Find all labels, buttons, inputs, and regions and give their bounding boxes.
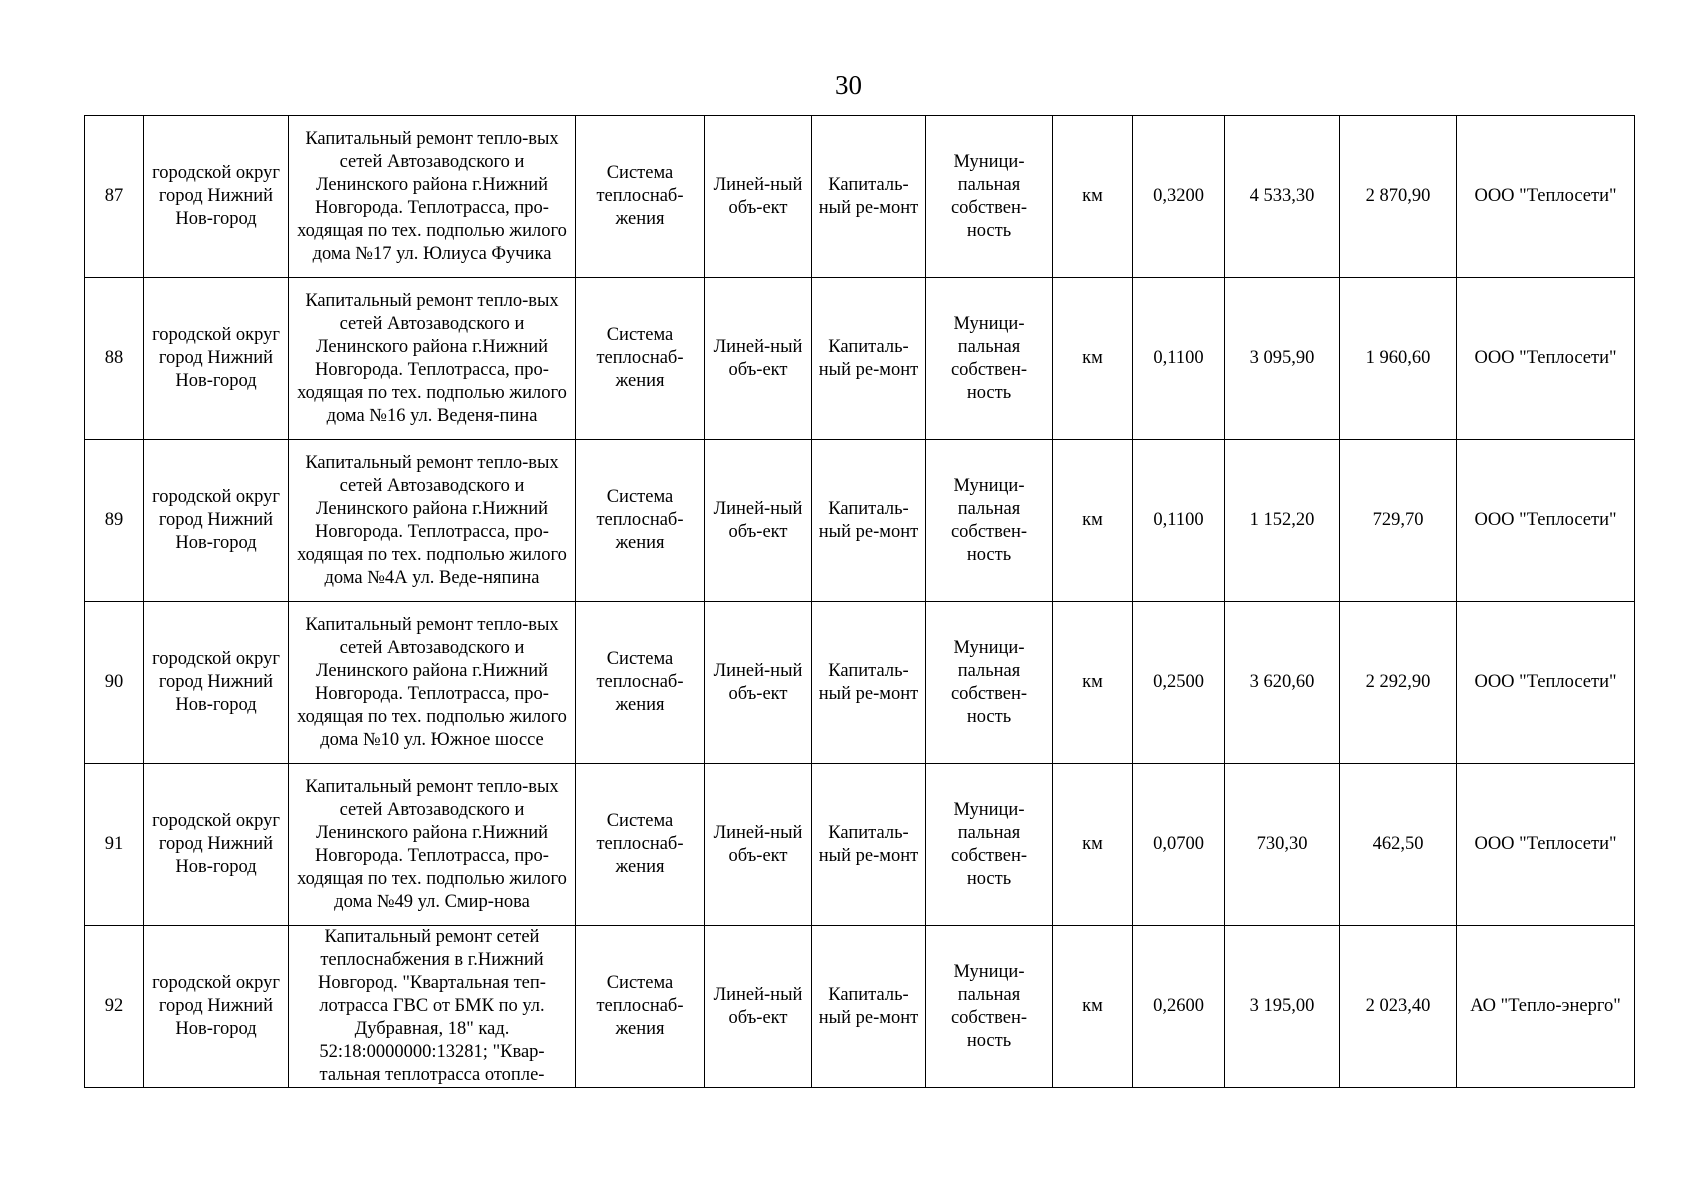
work-type-cell: Капиталь-ный ре-монт — [812, 764, 926, 926]
object-type-cell: Линей-ный объ-ект — [705, 926, 812, 1088]
cost-part-cell: 2 292,90 — [1340, 602, 1457, 764]
table-row — [85, 602, 1635, 764]
cost-total-cell: 730,30 — [1225, 764, 1340, 926]
cost-total-cell: 3 195,00 — [1225, 926, 1340, 1088]
length-cell: 0,3200 — [1133, 116, 1225, 278]
organization-cell: АО "Тепло-энерго" — [1457, 926, 1635, 1088]
object-type-cell: Линей-ный объ-ект — [705, 602, 812, 764]
territory-cell: городской округ город Нижний Нов-город — [144, 764, 289, 926]
page-number: 30 — [835, 70, 862, 100]
system-cell: Система теплоснаб-жения — [576, 602, 705, 764]
ownership-cell: Муници-пальная собствен-ность — [926, 116, 1053, 278]
system-cell: Система теплоснаб-жения — [576, 764, 705, 926]
length-cell: 0,2600 — [1133, 926, 1225, 1088]
organization-cell: ООО "Теплосети" — [1457, 116, 1635, 278]
unit-cell: км — [1053, 278, 1133, 440]
territory-cell: городской округ город Нижний Нов-город — [144, 116, 289, 278]
cost-part-cell: 729,70 — [1340, 440, 1457, 602]
table-row — [85, 440, 1635, 602]
system-cell: Система теплоснаб-жения — [576, 278, 705, 440]
cost-total-cell: 4 533,30 — [1225, 116, 1340, 278]
organization-cell: ООО "Теплосети" — [1457, 602, 1635, 764]
row-number-cell: 88 — [85, 278, 144, 440]
territory-cell: городской округ город Нижний Нов-город — [144, 926, 289, 1088]
ownership-cell: Муници-пальная собствен-ность — [926, 278, 1053, 440]
object-type-cell: Линей-ный объ-ект — [705, 278, 812, 440]
description-cell: Капитальный ремонт тепло-вых сетей Автозаводского и Ленинского района г.Нижний Новгорода. Теплотрасса, про-ходящая по тех. подполью жилого дома №17 ул. Юлиуса Фучика — [289, 116, 576, 278]
unit-cell: км — [1053, 116, 1133, 278]
unit-cell: км — [1053, 926, 1133, 1088]
unit-cell: км — [1053, 440, 1133, 602]
length-cell: 0,0700 — [1133, 764, 1225, 926]
length-cell: 0,1100 — [1133, 440, 1225, 602]
description-cell: Капитальный ремонт тепло-вых сетей Автозаводского и Ленинского района г.Нижний Новгорода. Теплотрасса, про-ходящая по тех. подполью жилого дома №4А ул. Веде-няпина — [289, 440, 576, 602]
row-number-cell: 89 — [85, 440, 144, 602]
object-type-cell: Линей-ный объ-ект — [705, 440, 812, 602]
table-row — [85, 926, 1635, 1088]
organization-cell: ООО "Теплосети" — [1457, 440, 1635, 602]
system-cell: Система теплоснаб-жения — [576, 440, 705, 602]
territory-cell: городской округ город Нижний Нов-город — [144, 278, 289, 440]
work-type-cell: Капиталь-ный ре-монт — [812, 440, 926, 602]
territory-cell: городской округ город Нижний Нов-город — [144, 602, 289, 764]
description-cell: Капитальный ремонт тепло-вых сетей Автозаводского и Ленинского района г.Нижний Новгорода. Теплотрасса, про-ходящая по тех. подполью жилого дома №16 ул. Веденя-пина — [289, 278, 576, 440]
territory-cell: городской округ город Нижний Нов-город — [144, 440, 289, 602]
ownership-cell: Муници-пальная собствен-ность — [926, 764, 1053, 926]
length-cell: 0,1100 — [1133, 278, 1225, 440]
ownership-cell: Муници-пальная собствен-ность — [926, 926, 1053, 1088]
work-type-cell: Капиталь-ный ре-монт — [812, 278, 926, 440]
table-row — [85, 764, 1635, 926]
organization-cell: ООО "Теплосети" — [1457, 278, 1635, 440]
cost-part-cell: 2 870,90 — [1340, 116, 1457, 278]
cost-part-cell: 1 960,60 — [1340, 278, 1457, 440]
cost-part-cell: 462,50 — [1340, 764, 1457, 926]
description-cell: Капитальный ремонт тепло-вых сетей Автозаводского и Ленинского района г.Нижний Новгорода. Теплотрасса, про-ходящая по тех. подполью жилого дома №10 ул. Южное шоссе — [289, 602, 576, 764]
work-type-cell: Капиталь-ный ре-монт — [812, 602, 926, 764]
row-number-cell: 90 — [85, 602, 144, 764]
system-cell: Система теплоснаб-жения — [576, 926, 705, 1088]
cost-total-cell: 1 152,20 — [1225, 440, 1340, 602]
ownership-cell: Муници-пальная собствен-ность — [926, 602, 1053, 764]
cost-total-cell: 3 620,60 — [1225, 602, 1340, 764]
work-type-cell: Капиталь-ный ре-монт — [812, 926, 926, 1088]
row-number-cell: 92 — [85, 926, 144, 1088]
cost-total-cell: 3 095,90 — [1225, 278, 1340, 440]
unit-cell: км — [1053, 602, 1133, 764]
organization-cell: ООО "Теплосети" — [1457, 764, 1635, 926]
row-number-cell: 87 — [85, 116, 144, 278]
ownership-cell: Муници-пальная собствен-ность — [926, 440, 1053, 602]
cost-part-cell: 2 023,40 — [1340, 926, 1457, 1088]
investment-program-table — [84, 115, 1635, 1088]
system-cell: Система теплоснаб-жения — [576, 116, 705, 278]
table-row — [85, 116, 1635, 278]
row-number-cell: 91 — [85, 764, 144, 926]
unit-cell: км — [1053, 764, 1133, 926]
object-type-cell: Линей-ный объ-ект — [705, 764, 812, 926]
description-cell: Капитальный ремонт тепло-вых сетей Автозаводского и Ленинского района г.Нижний Новгорода. Теплотрасса, про-ходящая по тех. подполью жилого дома №49 ул. Смир-нова — [289, 764, 576, 926]
work-type-cell: Капиталь-ный ре-монт — [812, 116, 926, 278]
object-type-cell: Линей-ный объ-ект — [705, 116, 812, 278]
table-row — [85, 278, 1635, 440]
length-cell: 0,2500 — [1133, 602, 1225, 764]
description-cell: Капитальный ремонт сетей теплоснабжения в г.Нижний Новгород. "Квартальная теп-лотрасса ГВС от БМК по ул. Дубравная, 18" кад. 52:18:0000000:13281; "Квар-тальная теплотрасса отопле- — [289, 926, 576, 1088]
